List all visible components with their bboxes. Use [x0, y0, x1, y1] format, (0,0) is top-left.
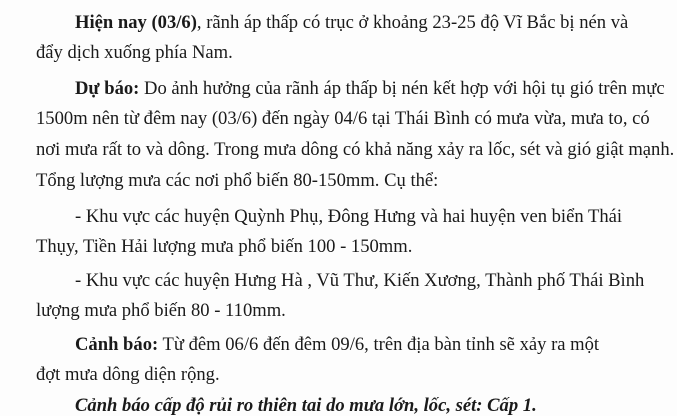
list-item-area-2-line-1: - Khu vực các huyện Hưng Hà , Vũ Thư, Kiến Xương, Thành phố Thái Bình: [75, 270, 645, 291]
list-item-area-1-line-2: Thụy, Tiền Hải lượng mưa phổ biến 100 - 150mm.: [36, 236, 413, 257]
forecast-label: Dự báo:: [75, 78, 140, 99]
current-status-label: Hiện nay (03/6): [75, 12, 197, 33]
paragraph-forecast-line-2: 1500m nên từ đêm nay (03/6) đến ngày 04/6 tại Thái Bình có mưa vừa, mưa to, có: [36, 108, 650, 129]
paragraph-forecast-line-3: nơi mưa rất to và dông. Trong mưa dông có khả năng xảy ra lốc, sét và gió giật mạnh.: [36, 139, 675, 160]
risk-level-statement: Cảnh báo cấp độ rủi ro thiên tai do mưa lớn, lốc, sét: Cấp 1.: [75, 395, 537, 416]
paragraph-warning-line-1: [75, 334, 599, 356]
paragraph-current-status-line-1: [75, 12, 628, 34]
paragraph-forecast-line-1: [75, 78, 665, 100]
paragraph-warning-line-2: đợt mưa dông diện rộng.: [36, 364, 220, 385]
current-status-text: , rãnh áp thấp có trục ở khoảng 23-25 độ Vĩ Bắc bị nén và: [196, 12, 629, 33]
warning-label: Cảnh báo:: [75, 334, 159, 355]
paragraph-current-status-line-2: đẩy dịch xuống phía Nam.: [36, 42, 233, 63]
forecast-text: Do ảnh hưởng của rãnh áp thấp bị nén kết hợp với hội tụ gió trên mực: [139, 78, 665, 99]
paragraph-forecast-line-4: Tổng lượng mưa các nơi phổ biến 80-150mm. Cụ thể:: [36, 170, 439, 191]
warning-text: Từ đêm 06/6 đến đêm 09/6, trên địa bàn tỉnh sẽ xảy ra một: [158, 334, 600, 355]
list-item-area-1-line-1: - Khu vực các huyện Quỳnh Phụ, Đông Hưng và hai huyện ven biển Thái: [75, 206, 623, 227]
list-item-area-2-line-2: lượng mưa phổ biến 80 - 110mm.: [36, 300, 286, 321]
